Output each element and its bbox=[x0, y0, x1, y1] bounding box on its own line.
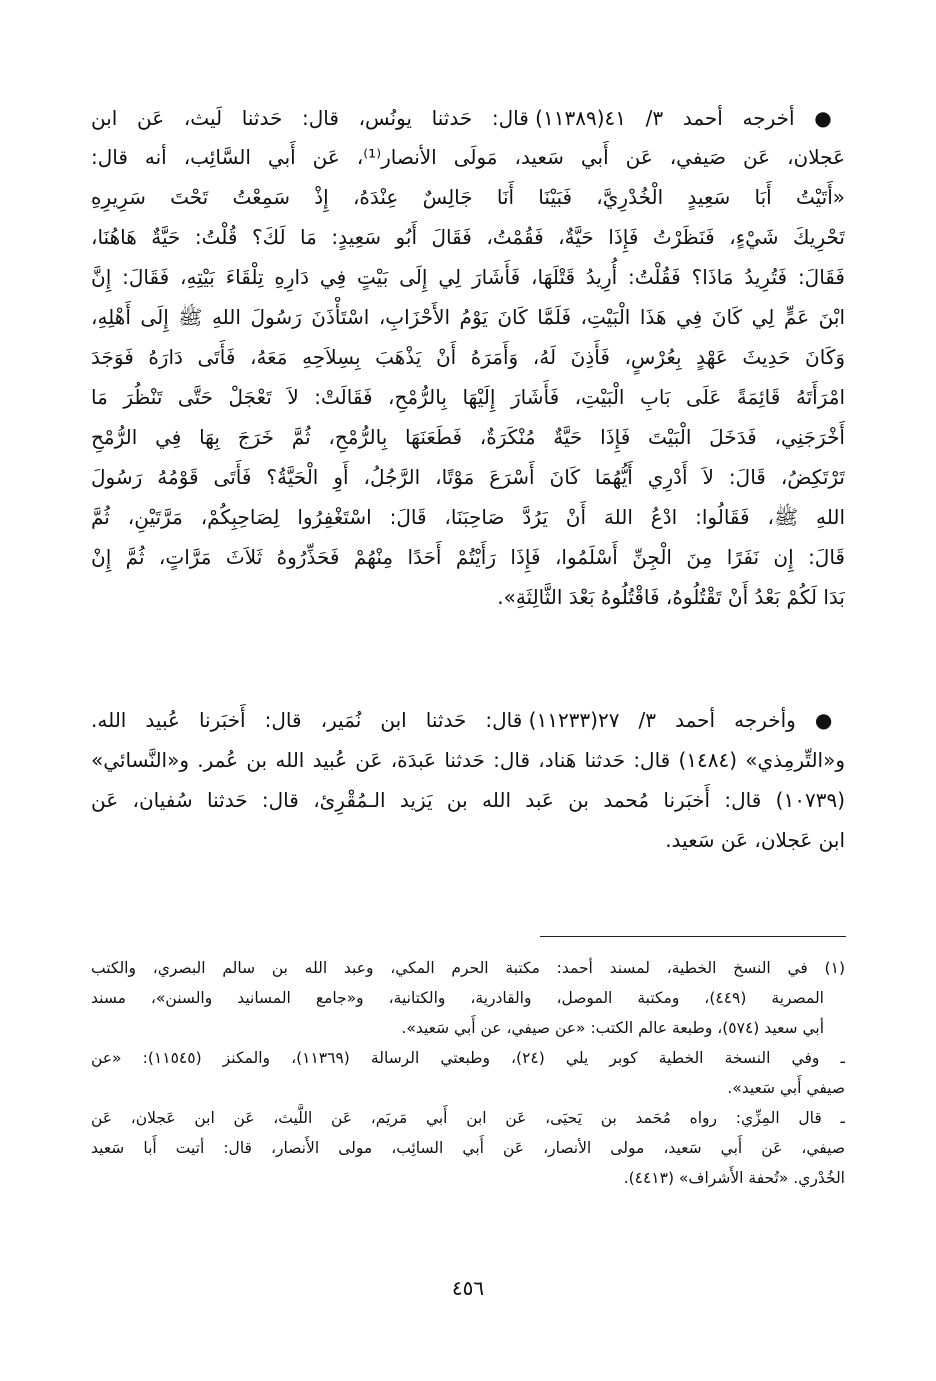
text-line: فَقَالَ: فَتُرِيدُ مَاذَا؟ فَقُلْتُ: أُرِيدُ قَتْلَهَا، فَأَشَارَ لِي إِلَى بَيْتٍ فِي دَارِهِ تِلْقَاءَ بَيْتِهِ، فَقَالَ: إِنَّ bbox=[91, 265, 845, 289]
text-line: امْرَأَتَهُ قَائِمَةً عَلَى بَابِ الْبَيْتِ، فَأَشَارَ إِلَيْهَا بِالرُّمْحِ، فَقَالَتْ: لاَ تَعْجَلْ حَتَّى تَنْظُرَ مَا bbox=[91, 385, 845, 409]
text-line: (١٠٧٣٩) قال: أَخبَرنا مُحمد بن عَبد الله بن يَزيد الـمُقْرِئ، قال: حَدثنا سُفيان، عَن bbox=[91, 788, 845, 812]
text-line: ابْنَ عَمٍّ لِي كَانَ فِي هَذَا الْبَيْتِ، فَلَمَّا كَانَ يَوْمُ الأَحْزَابِ، اسْتَأْذَنَ رَسُولَ اللهِ ﷺ إِلَى أَهْلِهِ، bbox=[91, 305, 845, 329]
text-line: وَكَانَ حَدِيثَ عَهْدٍ بِعُرْسٍ، فَأَذِنَ لَهُ، وَأَمَرَهُ أَنْ يَذْهَبَ بِسِلاَحِهِ مَعَهُ، فَأَتَى دَارَهُ فَوَجَدَ bbox=[91, 345, 845, 369]
footnote-line: (١) في النسخ الخطية، لمسند أحمد: مكتبة الحرم المكي، وعبد الله بن سالم البصري، والكتب bbox=[91, 959, 845, 977]
text-line: قَالَ: إِن نَفَرًا مِنَ الْجِنِّ أَسْلَمُوا، فَإِذَا رَأَيْتُمْ أَحَدًا مِنْهُمْ فَحَذِّرُوهُ ثَلاَثَ مَرَّاتٍ، ثُمَّ إِنْ bbox=[91, 545, 845, 569]
text-line: ● أخرجه أحمد ٣/ ٤١(١١٣٨٩) قال: حَدثنا يونُس، قال: حَدثنا لَيث، عَن ابن bbox=[91, 106, 845, 130]
footnote-line: المصرية (٤٤٩)، ومكتبة الموصل، والقادرية، والكتانية، و«جامع المسانيد والسنن»، مسند bbox=[91, 989, 824, 1007]
text-line: و«التِّرمِذي» (١٤٨٤) قال: حَدثنا هَناد، قال: حَدثنا عَبدَة، عَن عُبيد الله بن عُمر. و«النَّسائي» bbox=[91, 748, 845, 772]
footnote-line: صيفي، عَن أَبي سَعيد، مولى الأنصار، عَن أَبي السائِب، مولى الأَنصار، قال: أتيت أَبا سَعيد bbox=[91, 1139, 845, 1157]
text-line: «أَتَيْتُ أَبَا سَعِيدٍ الْخُدْرِيَّ، فَبَيْنَا أَنَا جَالِسٌ عِنْدَهُ، إِذْ سَمِعْتُ تَحْتَ سَرِيرِهِ bbox=[91, 185, 845, 209]
text-line: أَخْرَجَنِي، فَدَخَلَ الْبَيْتَ فَإِذَا حَيَّةٌ مُنْكَرَةٌ، فَطَعَنَهَا بِالرُّمْحِ، ثُمَّ خَرَجَ بِهَا فِي الرُّمْحِ bbox=[91, 425, 845, 449]
footnote-line: ـ قال المِزِّي: رواه مُحَمد بن يَحيَى، عَن ابن أَبي مَريَم، عَن اللَّيث، عَن ابن عَجلان، عَن bbox=[91, 1109, 845, 1127]
footnote-separator bbox=[540, 936, 846, 937]
text-line: تَرْتَكِضُ، قَالَ: لاَ أَدْرِي أَيُّهُمَا كَانَ أَسْرَعَ مَوْتًا، الرَّجُلُ، أَوِ الْحَيَّةُ؟ فَأَتَى قَوْمُهُ رَسُولَ bbox=[91, 465, 845, 489]
text-line: عَجلان، عَن صَيفي، عَن أَبي سَعيد، مَولَى الأنصار⁽¹⁾، عَن أَبي السَّائِب، أنه قال: bbox=[91, 145, 845, 169]
footnote-line: الخُدْري. «تُحفة الأَشراف» (٤٤١٣). bbox=[623, 1169, 845, 1187]
footnote-line: صيفي أَبي سَعيد». bbox=[727, 1079, 845, 1097]
page-number: ٤٥٦ bbox=[451, 1276, 485, 1300]
text-line: ابن عَجلان، عَن سَعيد. bbox=[665, 828, 845, 852]
text-line: تَحْرِيكَ شَيْءٍ، فَنَظَرْتُ فَإِذَا حَيَّةٌ، فَقُمْتُ، فَقَالَ أَبُو سَعِيدٍ: مَا لَكَ؟ قُلْتُ: حَيَّةٌ هَاهُنَا، bbox=[91, 225, 845, 249]
text-line: بَدَا لَكُمْ بَعْدُ أَنْ تَقْتُلُوهُ، فَاقْتُلُوهُ بَعْدَ الثَّالِثَةِ». bbox=[497, 585, 845, 609]
text-line: ● وأخرجه أحمد ٣/ ٢٧(١١٢٣٣) قال: حَدثنا ابن نُمَير، قال: أَخبَرنا عُبيد الله. bbox=[91, 708, 845, 732]
text-line: اللهِ ﷺ، فَقَالُوا: ادْعُ اللهَ أَنْ يَرُدَّ صَاحِبَنَا، قَالَ: اسْتَغْفِرُوا لِصَاحِبِكُمْ، مَرَّتَيْنِ، ثُمَّ bbox=[91, 505, 845, 529]
footnote-line: أبي سعيد (٥٧٤)، وطبعة عالم الكتب: «عن صيفي، عن أَبي سَعيد». bbox=[401, 1019, 824, 1037]
footnote-line: ـ وفي النسخة الخطية كوبر يلي (٢٤)، وطبعتي الرسالة (١١٣٦٩)، والمكنز (١١٥٤٥): «عن bbox=[91, 1049, 845, 1067]
